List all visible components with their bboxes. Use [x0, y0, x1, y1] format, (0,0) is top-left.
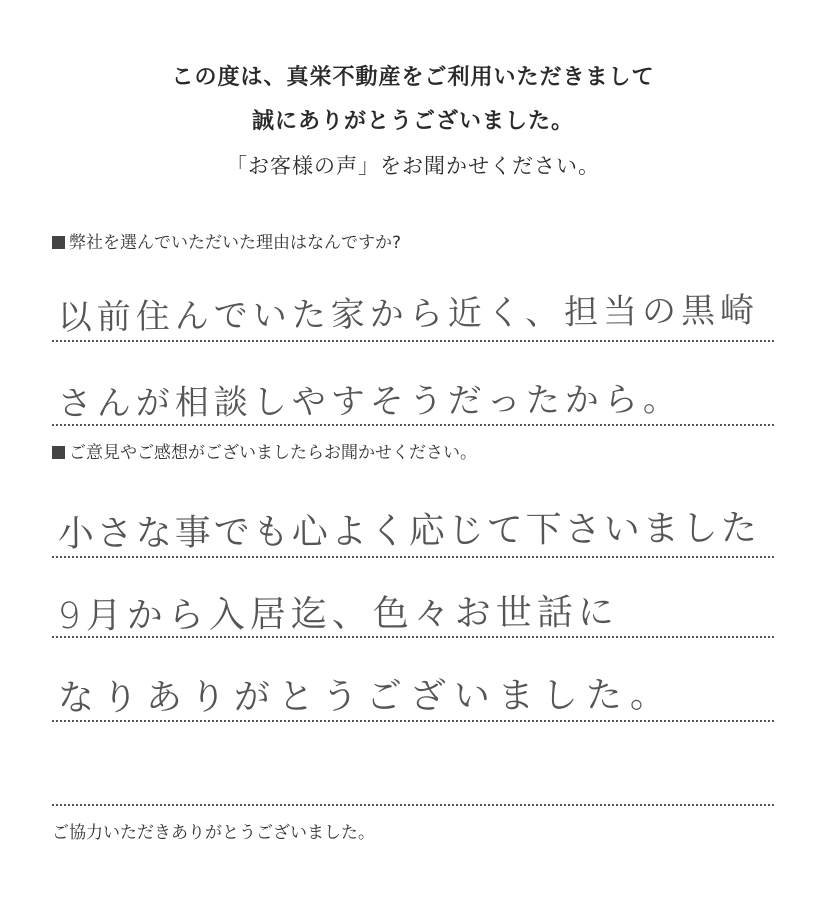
header-line-3: 「お客様の声」をお聞かせください。 — [226, 154, 600, 178]
question-2-heading — [52, 438, 477, 463]
header-line-1: この度は、真栄不動産をご利用いただきまして — [171, 65, 655, 90]
header-line-2: 誠にありがとうございました。 — [251, 109, 574, 134]
answer-rule — [52, 720, 774, 722]
answer-1-line-2: さんが相談しやすそうだったから。 — [57, 379, 682, 425]
answer-1-line-1: 以前住んでいた家から近く、担当の黒崎 — [57, 290, 760, 339]
answer-rule — [52, 636, 774, 638]
question-1-label: 弊社を選んでいただいた理由はなんですか? — [69, 233, 402, 253]
answer-2-line-1: 小さな事でも心よく応じて下さいました — [57, 507, 760, 556]
form-header — [0, 56, 826, 188]
answer-rule — [52, 424, 774, 426]
question-1-heading — [52, 228, 401, 253]
answer-2-line-3: なりありがとうございました。 — [57, 674, 674, 719]
footer-thanks: ご協力いただきありがとうございました。 — [52, 823, 375, 843]
question-2-label: ご意見やご感想がございましたらお聞かせください。 — [69, 443, 477, 463]
square-bullet-icon — [52, 236, 65, 249]
answer-rule — [52, 340, 774, 342]
answer-rule — [52, 556, 774, 558]
square-bullet-icon — [52, 446, 65, 459]
answer-2-line-2: 9月から入居迄、色々お世話に — [57, 592, 619, 638]
answer-rule — [52, 804, 774, 806]
